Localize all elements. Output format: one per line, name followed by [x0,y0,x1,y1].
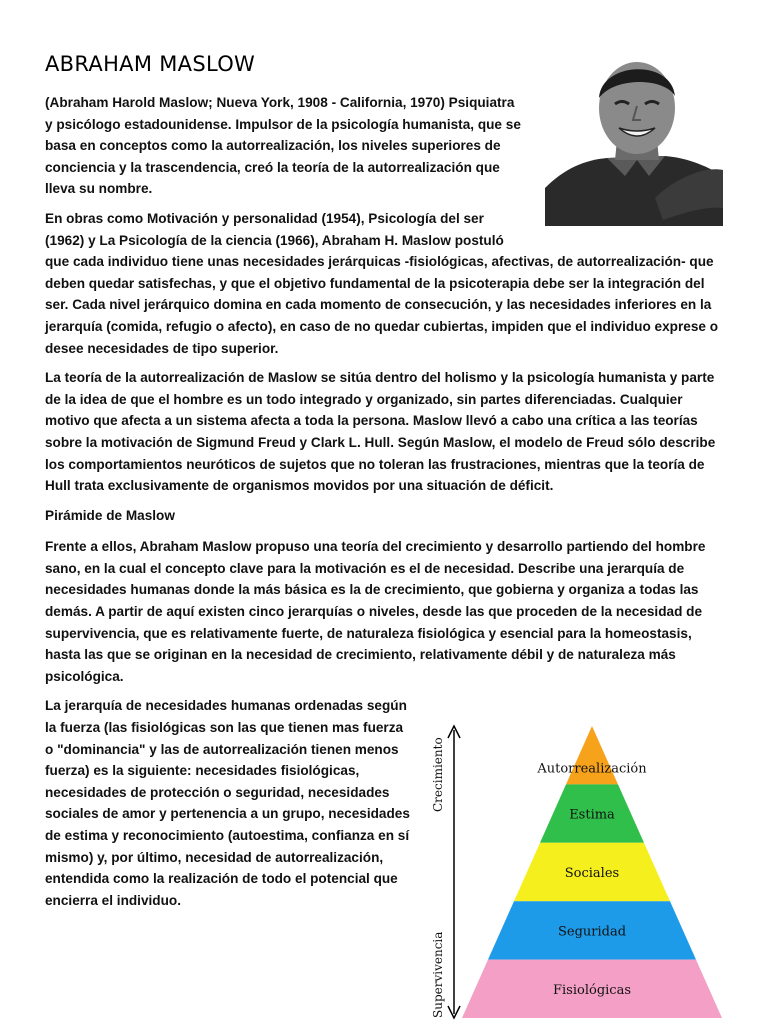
axis-label-survival: Supervivencia [431,931,445,1018]
document-title: ABRAHAM MASLOW [45,52,256,76]
paragraph-growth: Frente a ellos, Abraham Maslow propuso una teoría del crecimiento y desarrollo partiendo del hombre sano, en la cual el concepto clave para la motivación es el de necesidad. Describe una jerarquía de necesidades humanas donde la más básica es la de crecimiento, que gobierna y organiza a todas las demás. A partir de aquí existen cinco jerarquías o niveles, desde las que proceden de la necesidad de supervivencia, que es relativamente fuerte, de naturaleza fisiológica y esencial para la homeostasis, hasta las que se originan en la necesidad de crecimiento, relativamente débil y de naturaleza más psicológica. [45,539,706,684]
section-heading: Pirámide de Maslow [45,507,175,523]
paragraph-hierarchy: La jerarquía de necesidades humanas ordenadas según la fuerza (las fisiológicas son las que tienen mas fuerza o "dominancia" y las de autorrealización tienen menos fuerza) es la siguiente: necesidades fisiológicas, necesidades de protección o seguridad, necesidades sociales de amor y pertenencia a un grupo, necesidades de estima y reconocimiento (autoestima, confianza en sí mismo) y, por último, necesidad de autorrealización, entendida como la realización de todo el potencial que encierra el individuo. [45,698,410,908]
axis-label-growth: Crecimiento [431,737,445,812]
pyramid-level-label: Sociales [564,866,620,881]
pyramid-level-label: Autorrealización [537,761,647,777]
pyramid-levels [462,726,722,1018]
pyramid-level-label: Seguridad [557,924,627,940]
photo-spacer [525,92,725,232]
pyramid-level-label: Estima [569,807,615,823]
paragraph-works: En obras como Motivación y personalidad (1954), Psicología del ser (1962) y La Psicología de la ciencia (1966), Abraham H. Maslow postuló que cada individuo tiene unas necesidades jerárquicas -fisiológicas, afectivas, de autorrealización- que deben quedar satisfechas, y que el objetivo fundamental de la psicoterapia debe ser la integración del ser. Cada nivel jerárquico domina en cada momento de consecución, y las necesidades inferiores en la jerarquía (comida, refugio o afecto), en caso de no quedar cubiertas, impiden que el individuo exprese o desee necesidades de tipo superior. [45,210,719,356]
paragraph-intro: (Abraham Harold Maslow; Nueva York, 1908 - California, 1970) Psiquiatra y psicólogo estadounidense. Impulsor de la psicología humanista, que se basa en conceptos como la autorrealización, los niveles superiores de conciencia y la trascendencia, creó la teoría de la autorrealización que lleva su nombre. [45,95,521,197]
paragraph-holism: La teoría de la autorrealización de Maslow se sitúa dentro del holismo y la psicología humanista y parte de la idea de que el hombre es un todo integrado y organizado, sin partes diferenciadas. Cualquier motivo que afecta a un sistema afecta a toda la persona. Maslow llevó a cabo una crítica a las teorías sobre la motivación de Sigmund Freud y Clark L. Hull. Según Maslow, el modelo de Freud sólo describe los comportamientos neuróticos de sujetos que no toleran las frustraciones, mientras que la teoría de Hull trata exclusivamente de organismos movidos por una situación de déficit. [45,370,716,494]
pyramid-level-label: Fisiológicas [553,982,631,998]
maslow-pyramid [420,722,730,1022]
maslow-pyramid-figure [420,722,730,1022]
